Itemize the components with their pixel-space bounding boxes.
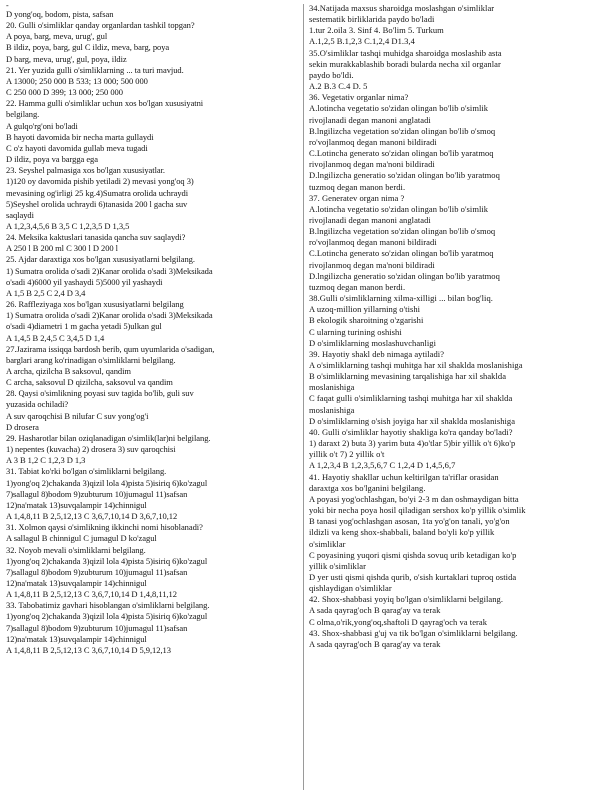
text-line: mevasining og'irligi 25 kg.4)Sumatra orolida uchraydi xyxy=(6,187,189,198)
text-line: 32. Noyob mevali o'simliklarni belgilang. xyxy=(6,544,146,555)
text-line: tuzmoq degan manon berdi. xyxy=(309,181,406,192)
text-line: D ildiz, poya va bargga ega xyxy=(6,154,98,165)
text-line: C olma,o'rik,yong'oq,shaftoli D qayrag'och va terak xyxy=(309,616,488,627)
text-line: A poya, barg, meva, urug', gul xyxy=(6,31,108,42)
text-line: 12)na'matak 13)suvqalampir 14)chinnigul xyxy=(6,499,147,510)
text-line: D.lngilizcha generatio so'zidan olingan bo'lib yaratmoq xyxy=(309,270,500,281)
text-line: A o'simliklarning tashqi muhitga har xil shaklda moslanishiga xyxy=(309,360,523,370)
text-line: C 250 000 D 399; 13 000; 250 000 xyxy=(6,87,123,98)
text-line: 35.O'simliklar tashqi muhidga sharoidga moslashib asta xyxy=(309,47,502,58)
text-line: A 1,4,8,11 B 2,5,12,13 C 3,6,7,10,14 D 5,9,12,13 xyxy=(6,644,171,655)
text-line: B ildiz, poya, barg, gul C ildiz, meva, barg, poya xyxy=(6,42,170,53)
text-line: A 3 B 1,2 C 1,2,3 D 1,3 xyxy=(6,455,86,466)
text-line: 1)yong'oq 2)chakanda 3)qizil lola 4)pista 5)isiriq 6)ko'zagul xyxy=(6,611,208,622)
text-line: A 1,4,8,11 B 2,5,12,13 C 3,6,7,10,14 D 1,4,8,11,12 xyxy=(6,589,177,600)
text-line: ildizli va keng shox-shabbali, baland bo'yli ko'p yillik xyxy=(309,527,495,538)
text-line: 42. Shox-shabbasi yoyiq bo'lgan o'simliklarni belgilang. xyxy=(309,594,504,605)
text-line: D drosera xyxy=(6,421,39,432)
text-line: A 1,4,8,11 B 2,5,12,13 C 3,6,7,10,14 D 3,6,7,10,12 xyxy=(6,511,178,522)
text-line: o'simliklar xyxy=(309,538,346,549)
text-line: D yer usti qismi qishda qurib, o'sish kurtaklari tuproq ostida xyxy=(309,571,517,582)
text-line: 29. Hasharotlar bilan oziqlanadigan o'simlik(lar)ni belgilang. xyxy=(6,432,211,443)
text-line: A.lotincha vegetatio so'zidan olingan bo'lib o'simlik xyxy=(309,103,489,114)
text-line: A poyasi yog'ochlashgan, bo'yi 2-3 m dan oshmaydigan bitta xyxy=(309,493,519,504)
text-line: C o'z hayoti davomida gullab meva tugadi xyxy=(6,142,148,153)
text-line: 1)yong'oq 2)chakanda 3)qizil lola 4)pista 5)isiriq 6)ko'zagul xyxy=(6,477,208,488)
text-line: A 13000; 250 000 B 533; 13 000; 500 000 xyxy=(6,75,148,86)
text-line: belgilang. xyxy=(6,109,40,120)
text-line: sekin murakkablashib boradi bularda necha xil organlar xyxy=(309,58,501,69)
text-line: D barg, meva, urug', gul, poya, ildiz xyxy=(6,53,127,64)
text-line: 24. Meksika kaktuslari tanasida qancha suv saqlaydi? xyxy=(6,232,186,243)
text-line: rivojlanmoq degan ma'noni bildiradi xyxy=(309,159,435,170)
text-line: rivojlanadi degan manoni anglatadi xyxy=(309,114,431,125)
text-line: paydo bo'ldi. xyxy=(309,69,354,80)
text-line: 12)na'matak 13)suvqalampir 14)chinnigul xyxy=(6,633,147,644)
text-line: yillik o'simliklar xyxy=(309,560,366,571)
text-line: A suv qaroqchisi B nilufar C suv yong'og'i xyxy=(6,410,149,421)
text-line: tuzmoq degan manon berdi. xyxy=(309,281,406,292)
left-column xyxy=(6,3,300,792)
text-line: D yong'oq, bodom, pista, safsan xyxy=(6,9,114,19)
text-line: o'sadi 4)6000 yil yashaydi 5)5000 yil yashaydi xyxy=(6,276,163,287)
text-line: 1) Sumatra orolida o'sadi 2)Kanar orolida o'sadi 3)Meksikada xyxy=(6,310,213,321)
text-line: B tanasi yog'ochlashgan asosan, 1ta yo'g'on tanali, yo'g'on xyxy=(309,516,510,527)
text-line: A.lotincha vegetatio so'zidan olingan bo'lib o'simlik xyxy=(309,203,489,214)
text-line: barglari arang ko'rinadigan o'simliklarni belgilang. xyxy=(6,354,176,365)
text-line: 1)120 oy davomida pishib yetiladi 2) mevasi yong'oq 3) xyxy=(6,176,194,187)
text-line: rivojlanadi degan manoni anglatadi xyxy=(309,214,431,225)
text-line: 33. Tabobatimiz gavhari hisoblangan o'simliklarni belgilang. xyxy=(6,600,210,611)
text-line: 43. Shox-shabbasi g'uj va tik bo'lgan o'simliklarni belgilang. xyxy=(309,627,518,638)
text-line: 20. Gulli o'simliklar qanday organlardan tashkil topgan? xyxy=(6,20,195,31)
text-line: A archa, qizilcha B saksovul, qandim xyxy=(6,366,131,376)
text-line: A gulqo'rg'oni bo'ladi xyxy=(6,120,78,131)
text-line: D o'simliklarning o'sish joyiga har xil shaklda moslanishiga xyxy=(309,415,516,426)
text-line: A 1,4,5 B 2,4,5 C 3,4,5 D 1,4 xyxy=(6,332,105,343)
text-line: 7)sallagul 8)bodom 9)zubturum 10)jumagul 11)safsan xyxy=(6,622,188,633)
text-line: B o'simliklarning mevasining tarqalishiga har xil shaklda xyxy=(309,371,507,382)
text-line: C.Lotincha generato so'zidan olingan bo'lib yaratmoq xyxy=(309,148,494,159)
text-line: 39. Hayotiy shakl deb nimaga aytiladi? xyxy=(309,348,445,359)
text-line: yuzasida ochiladi? xyxy=(6,399,69,410)
text-line: 1.tur 2.oila 3. Sinf 4. Bo'lim 5. Turkum xyxy=(309,25,444,36)
text-line: B.lngilizcha vegetation so'zidan olingan bo'lib o'smoq xyxy=(309,125,496,136)
text-line: 31. Tabiat ko'rki bo'lgan o'simliklarni belgilang. xyxy=(6,466,167,477)
text-line: D.lngilizcha generatio so'zidan olingan bo'lib yaratmoq xyxy=(309,170,500,181)
text-line: ro'vojlanmoq degan manoni bildiradi xyxy=(309,136,437,147)
text-line: A 1,2,3,4,5,6 B 3,5 C 1,2,3,5 D 1,3,5 xyxy=(6,220,130,231)
text-line: A sada qayrag'och B qarag'ay va terak xyxy=(309,638,441,649)
text-line: A 1,5 B 2,5 C 2,4 D 3,4 xyxy=(6,287,86,298)
text-line: 27.Jazirama issiqqa bardosh berib, qum uyumlarida o'sadigan, xyxy=(6,343,215,354)
text-line: D o'simliklarning moslashuvchanligi xyxy=(309,337,436,348)
right-column xyxy=(309,3,607,792)
text-line: 7)sallagul 8)bodom 9)zubturum 10)jumagul 11)safsan xyxy=(6,488,188,499)
text-line: B ekologik sharoitning o'zgarishi xyxy=(309,315,424,326)
text-line: - xyxy=(6,3,9,9)
text-line: o'sadi 4)diametri 1 m gacha yetadi 5)ulkan gul xyxy=(6,321,162,332)
text-line: 28. Qaysi o'simlikning poyasi suv tagida bo'lib, guli suv xyxy=(6,388,194,399)
text-line: A uzoq-million yillarning o'tishi xyxy=(309,304,421,315)
text-line: 5)Seyshel orolida uchraydi 6)tanasida 200 l gacha suv xyxy=(6,198,188,209)
text-line: B.lngilizcha vegetation so'zidan olingan bo'lib o'smoq xyxy=(309,226,496,237)
text-line: 1)yong'oq 2)chakanda 3)qizil lola 4)pista 5)isiriq 6)ko'zagul xyxy=(6,555,208,566)
text-line: 40. Gulli o'simliklar hayotiy shakliga ko'ra qanday bo'ladi? xyxy=(309,426,513,437)
text-line: 21. Yer yuzida gulli o'simliklarning ... ta turi mavjud. xyxy=(6,64,184,75)
text-line: C.Lotincha generato so'zidan olingan bo'lib yaratmoq xyxy=(309,248,494,259)
text-line: B hayoti davomida bir necha marta gullaydi xyxy=(6,131,154,142)
text-line: 7)sallagul 8)bodom 9)zubturum 10)jumagul 11)safsan xyxy=(6,566,188,577)
text-line: ro'vojlanmoq degan manoni bildiradi xyxy=(309,237,437,248)
text-line: yoki bir necha poya hosil qiladigan sershox ko'p yillik o'simlik xyxy=(309,505,526,516)
text-line: 31. Xolmon qaysi o'simlikning ikkinchi nomi hisoblanadi? xyxy=(6,522,203,533)
text-line: saqlaydi xyxy=(6,209,34,220)
text-line: A 250 l B 200 ml C 300 l D 200 l xyxy=(6,243,118,254)
text-line: 26. Raffleziyaga xos bo'lgan xususiyatlarni belgilang xyxy=(6,299,184,310)
text-line: daraxtga xos bo'lganini belgilang. xyxy=(309,482,426,493)
text-line: 22. Hamma gulli o'simliklar uchun xos bo'lgan xususiyatni xyxy=(6,98,204,109)
text-line: 1) nepentes (kuvacha) 2) drosera 3) suv qaroqchisi xyxy=(6,444,176,455)
text-line: 34.Natijada maxsus sharoidga moslashgan o'simliklar xyxy=(309,3,495,13)
text-line: A sada qayrag'och B qarag'ay va terak xyxy=(309,605,441,616)
text-line: moslanishiga xyxy=(309,382,355,393)
text-line: 41. Hayotiy shakllar uchun keltirilgan ta'riflar orasidan xyxy=(309,471,499,482)
column-divider xyxy=(303,4,304,790)
text-line: 25. Ajdar daraxtiga xos bo'lgan xususiyatlarni belgilang. xyxy=(6,254,195,265)
text-line: A sallagul B chinnigul C jumagul D ko'zagul xyxy=(6,533,157,544)
text-line: A.1,2,5 B.1,2,3 C.1,2,4 D1.3,4 xyxy=(309,36,415,47)
text-line: sestematik birliklarida paydo bo'ladi xyxy=(309,14,435,25)
text-line: 1) Sumatra orolida o'sadi 2)Kanar orolida o'sadi 3)Meksikada xyxy=(6,265,213,276)
text-line: C ularning turining oshishi xyxy=(309,326,402,337)
text-line: A.2 B.3 C.4 D. 5 xyxy=(309,81,368,92)
text-line: 37. Generatev organ nima ? xyxy=(309,192,405,203)
text-line: 38.Gulli o'simliklarning xilma-xilligi ... bilan bog'liq. xyxy=(309,293,493,304)
text-line: C faqat gulli o'simliklarning tashqi muhitga har xil shaklda xyxy=(309,393,513,404)
text-line: 36. Vegetativ organlar nima? xyxy=(309,92,409,103)
text-line: C archa, saksovul D qizilcha, saksovul va qandim xyxy=(6,377,173,388)
text-line: C poyasining yuqori qismi qishda sovuq urib ketadigan ko'p xyxy=(309,549,517,560)
text-line: moslanishiga xyxy=(309,404,355,415)
text-line: 1) daraxt 2) buta 3) yarim buta 4)o'tlar 5)bir yillik o't 6)ko'p xyxy=(309,438,516,449)
text-line: 23. Seyshel palmasiga xos bo'lgan xususiyatlar. xyxy=(6,165,166,176)
text-line: A 1,2,3,4 B 1,2,3,5,6,7 C 1,2,4 D 1,4,5,6,7 xyxy=(309,460,456,471)
text-line: 12)na'matak 13)suvqalampir 14)chinnigul xyxy=(6,577,147,588)
text-line: qishlaydigan o'simliklar xyxy=(309,583,392,594)
text-line: rivojlanmoq degan ma'noni bildiradi xyxy=(309,259,435,270)
text-line: yillik o't 7) 2 yillik o't xyxy=(309,449,385,460)
